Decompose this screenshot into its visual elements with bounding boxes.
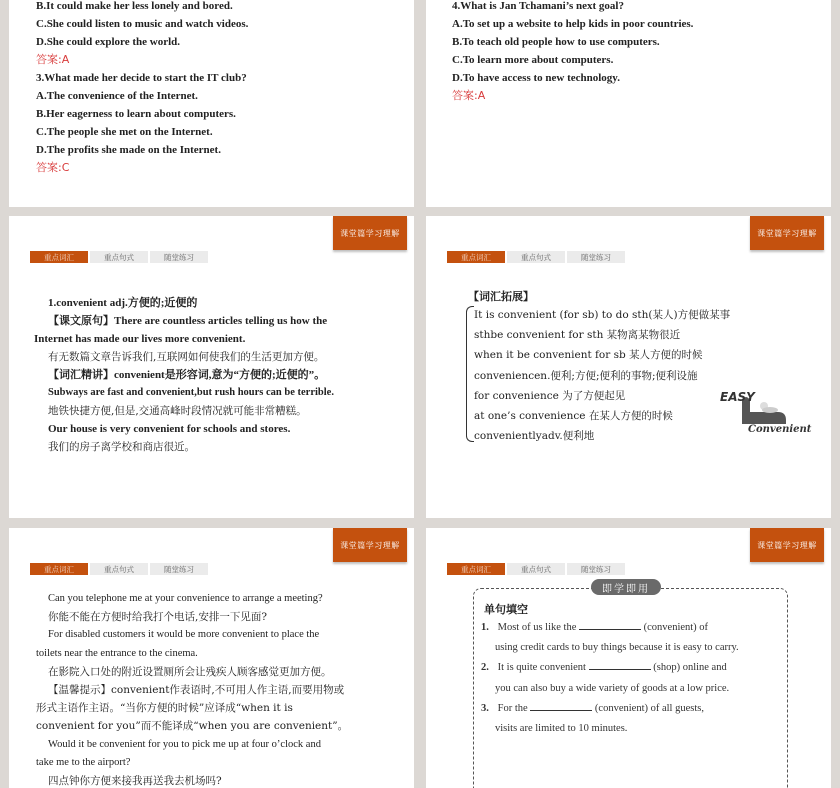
text-line: 【课文原句】There are countless articles telling us how the [48, 315, 328, 327]
question-text: 4.What is Jan Tchamani’s next goal? [452, 0, 624, 12]
option-line: D.She could explore the world. [36, 36, 181, 48]
section-badge: 课堂篇学习理解 [750, 528, 824, 562]
question-block [452, 0, 693, 105]
answer-text: 答案:C [36, 161, 70, 174]
text-line: Would it be convenient for you to pick me up at four o’clock and [48, 738, 321, 750]
text-line: 四点钟你方便来接我再送我去机场吗? [48, 775, 222, 788]
tab-key-vocab[interactable]: 重点词汇 [30, 563, 88, 575]
exercise-hint: (shop) online and [653, 662, 727, 674]
brace-icon [466, 306, 474, 442]
slide-vocab-expansion [426, 216, 831, 518]
option-line: C.The people she met on the Internet. [36, 126, 213, 138]
text-line: 我们的房子离学校和商店很近。 [48, 441, 195, 453]
example-content [36, 590, 376, 788]
exercise-text: using credit cards to buy things because it is easy to carry. [495, 642, 739, 654]
text-line: toilets near the entrance to the cinema. [36, 647, 198, 659]
text-line: 有无数篇文章告诉我们,互联网如何使我们的生活更加方便。 [48, 351, 325, 363]
phrase-item: when it be convenient for sb 某人方便的时候 [474, 349, 703, 362]
slide-quiz-part1 [9, 0, 414, 207]
option-line: A.The convenience of the Internet. [36, 90, 198, 102]
slide-practice [426, 528, 831, 788]
section-badge: 课堂篇学习理解 [333, 216, 407, 250]
exercise-text: It is quite convenient [497, 662, 586, 674]
exercise-number: 2. [481, 662, 489, 674]
option-line: B.To teach old people how to use computers. [452, 36, 660, 48]
answer-blank[interactable] [530, 701, 592, 711]
option-line: C.To learn more about computers. [452, 54, 614, 66]
text-line: 【温馨提示】convenient作表语时,不可用人作主语,而要用物或 [48, 684, 345, 697]
option-line: B.It could make her less lonely and bored. [36, 0, 233, 12]
tab-key-sentences[interactable]: 重点句式 [90, 251, 148, 263]
option-line: B.Her eagerness to learn about computers. [36, 108, 236, 120]
exercise-text: For the [497, 702, 528, 714]
exercise-text: Most of us like the [497, 622, 577, 633]
exercise-text: visits are limited to 10 minutes. [495, 723, 628, 735]
answer-blank[interactable] [579, 620, 641, 630]
phrase-item: sthbe convenient for sth 某物离某物很近 [474, 329, 681, 342]
text-line: 形式主语作主语。“当你方便的时候”应译成“when it is [36, 702, 293, 715]
text-line: For disabled customers it would be more convenient to place the [48, 629, 320, 641]
slide-vocab-examples [9, 528, 414, 788]
exercise-item [481, 699, 781, 739]
phrase-item: for convenience 为了方便起见 [474, 389, 626, 402]
question-text: 3.What made her decide to start the IT club? [36, 72, 247, 84]
option-line: C.She could listen to music and watch videos. [36, 18, 249, 30]
option-line: D.The profits she made on the Internet. [36, 144, 221, 156]
tab-key-vocab[interactable]: 重点词汇 [447, 251, 505, 263]
exercise-list [481, 618, 781, 739]
exercise-heading: 单句填空 [484, 603, 528, 616]
tab-key-vocab[interactable]: 重点词汇 [447, 563, 505, 575]
answer-blank[interactable] [589, 660, 651, 670]
text-line: Our house is very convenient for schools and stores. [48, 423, 291, 435]
tab-practice[interactable]: 随堂练习 [150, 563, 208, 575]
convenient-label: Convenient [748, 424, 812, 435]
vocab-content [36, 294, 408, 456]
tab-key-sentences[interactable]: 重点句式 [90, 563, 148, 575]
tab-bar [447, 251, 627, 263]
tab-practice[interactable]: 随堂练习 [150, 251, 208, 263]
tab-practice[interactable]: 随堂练习 [567, 251, 625, 263]
option-line: A.To set up a website to help kids in poor countries. [452, 18, 694, 30]
question-block [36, 0, 248, 177]
section-pill: 即学即用 [591, 579, 661, 595]
exercise-number: 3. [481, 702, 489, 714]
option-line: D.To have access to new technology. [452, 72, 620, 84]
text-line: Can you telephone me at your convenience to arrange a meeting? [48, 593, 323, 604]
phrase-item: at one’s convenience 在某人方便的时候 [474, 410, 673, 423]
text-line: 你能不能在方便时给我打个电话,安排一下见面? [48, 611, 267, 624]
tab-key-sentences[interactable]: 重点句式 [507, 563, 565, 575]
section-heading: 【词汇拓展】 [468, 290, 534, 303]
phrase-item: It is convenient (for sb) to do sth(某人)方便做某事 [474, 309, 731, 321]
phrase-item: conveniencen.便利;方便;便利的事物;便利设施 [474, 369, 698, 382]
phrase-list [474, 305, 730, 446]
section-badge: 课堂篇学习理解 [750, 216, 824, 250]
tab-practice[interactable]: 随堂练习 [567, 563, 625, 575]
text-line: 在影院入口处的附近设置厕所会让残疾人顾客感觉更加方便。 [48, 665, 332, 678]
exercise-item [481, 618, 781, 658]
answer-text: 答案:A [452, 89, 486, 102]
tab-key-vocab[interactable]: 重点词汇 [30, 251, 88, 263]
section-badge: 课堂篇学习理解 [333, 528, 407, 562]
tab-key-sentences[interactable]: 重点句式 [507, 251, 565, 263]
text-line: take me to the airport? [36, 756, 131, 768]
exercise-hint: (convenient) of all guests, [594, 702, 704, 714]
tab-bar [447, 563, 627, 575]
text-line: Internet has made our lives more convenient. [34, 333, 246, 345]
slide-vocab-convenient [9, 216, 414, 518]
text-line: 1.convenient adj.方便的;近便的 [48, 297, 198, 309]
easy-convenient-illustration [720, 390, 812, 438]
slide-quiz-part2 [426, 0, 831, 207]
tab-bar [30, 563, 210, 575]
text-line: convenient for you”而不能译成“when you are convenient”。 [36, 720, 349, 733]
phrase-item: convenientlyadv.便利地 [474, 430, 595, 443]
text-line: 地铁快捷方便,但是,交通高峰时段情况就可能非常糟糕。 [48, 405, 307, 417]
easy-label: EASY [720, 390, 755, 404]
text-line: Subways are fast and convenient,but rush hours can be terrible. [48, 387, 334, 398]
exercise-hint: (convenient) of [643, 622, 709, 633]
exercise-text: you can also buy a wide variety of goods at a low price. [495, 682, 730, 694]
exercise-number: 1. [481, 622, 489, 633]
answer-text: 答案:A [36, 53, 70, 66]
text-line: 【词汇精讲】convenient是形容词,意为“方便的;近便的”。 [48, 369, 326, 381]
tab-bar [30, 251, 210, 263]
exercise-item [481, 658, 781, 698]
